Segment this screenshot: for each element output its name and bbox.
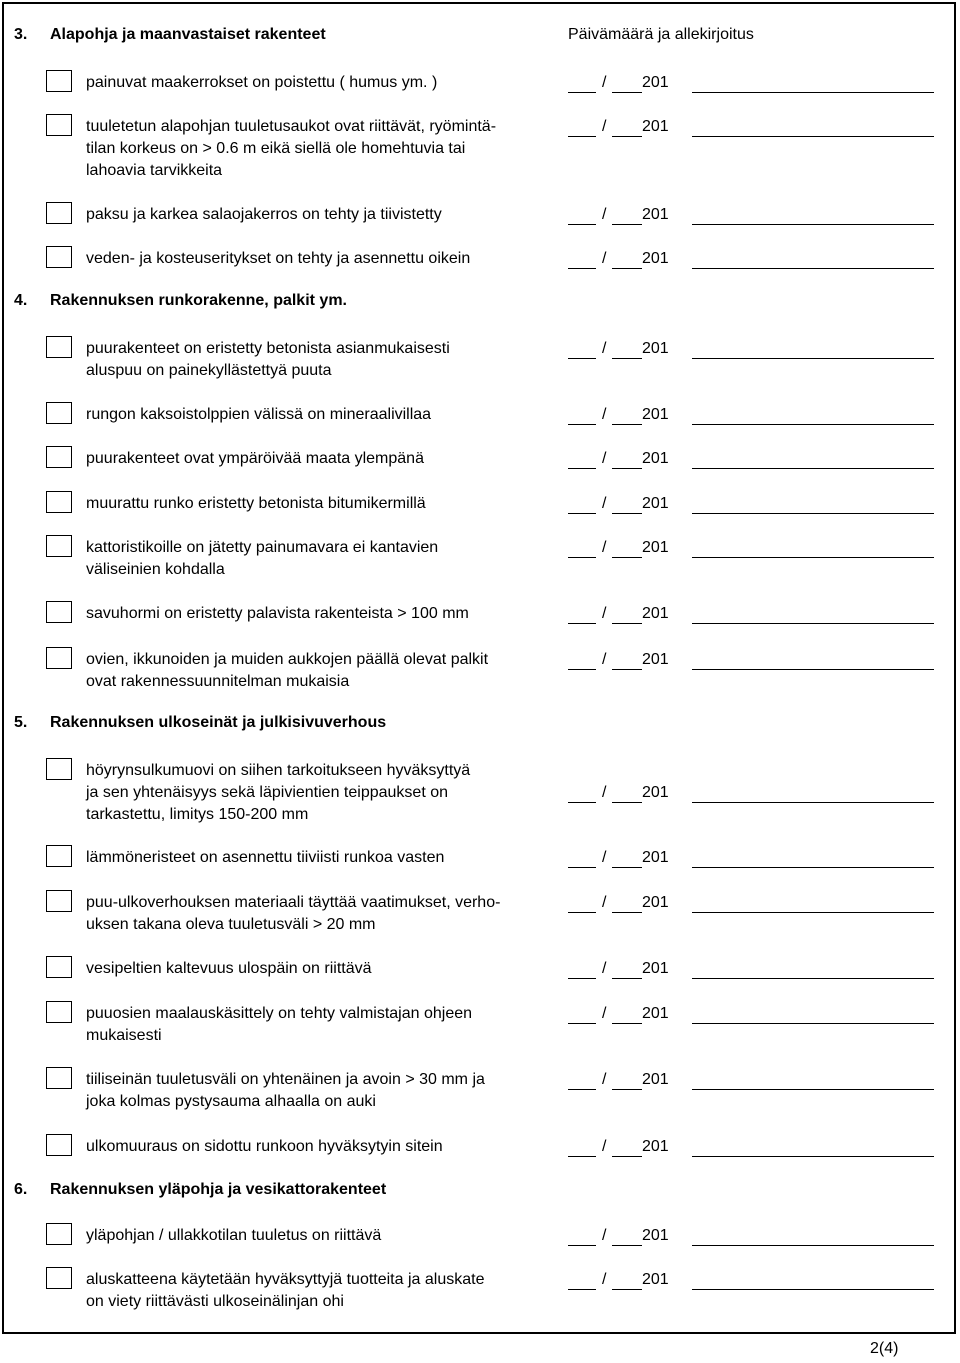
day-blank[interactable] [568, 1288, 596, 1290]
day-blank[interactable] [568, 622, 596, 624]
item-text-line: muurattu runko eristetty betonista bitumikermillä [86, 495, 426, 512]
year-prefix: 201 [642, 1138, 669, 1155]
item-text [86, 1225, 556, 1247]
item-checkbox[interactable] [46, 1001, 72, 1023]
date-separator: / [602, 1071, 607, 1088]
date-signature-field [568, 338, 934, 360]
date-signature-field [568, 1269, 934, 1291]
month-blank[interactable] [612, 977, 642, 979]
date-signature-field [568, 1069, 934, 1091]
item-checkbox[interactable] [46, 70, 72, 92]
item-checkbox[interactable] [46, 647, 72, 669]
item-text-line: paksu ja karkea salaojakerros on tehty ja tiivistetty [86, 206, 442, 223]
section-title [14, 1181, 386, 1199]
month-blank[interactable] [612, 556, 642, 558]
item-text [86, 847, 556, 869]
date-signature-header: Päivämäärä ja allekirjoitus [568, 26, 754, 43]
item-text [86, 116, 556, 182]
year-prefix: 201 [642, 250, 669, 267]
year-prefix: 201 [642, 1271, 669, 1288]
section-title-text: Alapohja ja maanvastaiset rakenteet [50, 26, 326, 43]
day-blank[interactable] [568, 91, 596, 93]
signature-line[interactable] [692, 135, 934, 137]
date-separator: / [602, 406, 607, 423]
date-signature-field [568, 404, 934, 426]
signature-line[interactable] [692, 512, 934, 514]
section-title [14, 26, 326, 44]
month-blank[interactable] [612, 866, 642, 868]
item-checkbox[interactable] [46, 1223, 72, 1245]
year-prefix: 201 [642, 340, 669, 357]
year-prefix: 201 [642, 1005, 669, 1022]
year-prefix: 201 [642, 450, 669, 467]
signature-line[interactable] [692, 423, 934, 425]
date-separator: / [602, 340, 607, 357]
day-blank[interactable] [568, 866, 596, 868]
signature-line[interactable] [692, 668, 934, 670]
item-text-line: ja sen yhtenäisyys sekä läpivientien teippaukset on [86, 784, 448, 801]
date-separator: / [602, 495, 607, 512]
year-prefix: 201 [642, 960, 669, 977]
day-blank[interactable] [568, 467, 596, 469]
item-text-line: tiiliseinän tuuletusväli on yhtenäinen ja avoin > 30 mm ja [86, 1071, 485, 1088]
item-text [86, 448, 556, 470]
month-blank[interactable] [612, 1088, 642, 1090]
item-text-line: joka kolmas pystysauma alhaalla on auki [86, 1093, 376, 1110]
date-separator: / [602, 250, 607, 267]
section-number: 5. [14, 714, 28, 731]
item-text-line: puurakenteet ovat ympäröivää maata ylempänä [86, 450, 424, 467]
item-text-line: ovien, ikkunoiden ja muiden aukkojen päällä olevat palkit [86, 651, 489, 668]
date-separator: / [602, 118, 607, 135]
item-text-line: mukaisesti [86, 1027, 162, 1044]
date-signature-field [568, 649, 934, 671]
date-signature-field [568, 1225, 934, 1247]
item-text [86, 649, 556, 693]
month-blank[interactable] [612, 91, 642, 93]
date-separator: / [602, 784, 607, 801]
date-separator: / [602, 1227, 607, 1244]
day-blank[interactable] [568, 801, 596, 803]
signature-line[interactable] [692, 801, 934, 803]
item-checkbox[interactable] [46, 336, 72, 358]
date-signature-field [568, 1136, 934, 1158]
item-text [86, 72, 556, 94]
date-separator: / [602, 539, 607, 556]
date-signature-field [568, 782, 934, 804]
item-text-line: ulkomuuraus on sidottu runkoon hyväksytyin sitein [86, 1138, 443, 1155]
item-text [86, 760, 556, 826]
signature-line[interactable] [692, 866, 934, 868]
item-text-line: kattoristikoille on jätetty painumavara ei kantavien [86, 539, 439, 556]
year-prefix: 201 [642, 74, 669, 91]
day-blank[interactable] [568, 223, 596, 225]
section-number: 3. [14, 26, 28, 43]
date-separator: / [602, 1005, 607, 1022]
signature-line[interactable] [692, 1155, 934, 1157]
month-blank[interactable] [612, 801, 642, 803]
date-signature-field [568, 248, 934, 270]
year-prefix: 201 [642, 1071, 669, 1088]
year-prefix: 201 [642, 605, 669, 622]
month-blank[interactable] [612, 1022, 642, 1024]
date-separator: / [602, 651, 607, 668]
year-prefix: 201 [642, 118, 669, 135]
signature-line[interactable] [692, 267, 934, 269]
section-number: 4. [14, 292, 28, 309]
signature-line[interactable] [692, 911, 934, 913]
item-text [86, 204, 556, 226]
signature-line[interactable] [692, 622, 934, 624]
signature-line[interactable] [692, 223, 934, 225]
item-text [86, 603, 556, 625]
item-text-line: on viety riittävästi ulkoseinälinjan ohi [86, 1293, 344, 1310]
item-checkbox[interactable] [46, 114, 72, 136]
date-separator: / [602, 450, 607, 467]
item-text-line: höyrynsulkumuovi on siihen tarkoitukseen hyväksyttyä [86, 762, 471, 779]
item-text-line: veden- ja kosteuseritykset on tehty ja asennettu oikein [86, 250, 471, 267]
day-blank[interactable] [568, 1088, 596, 1090]
item-text-line: väliseinien kohdalla [86, 561, 225, 578]
date-signature-field [568, 958, 934, 980]
section-title [14, 292, 347, 310]
item-text [86, 537, 556, 581]
date-signature-field [568, 493, 934, 515]
item-text-line: lahoavia tarvikkeita [86, 162, 223, 179]
date-signature-field [568, 847, 934, 869]
item-text [86, 1269, 556, 1313]
item-checkbox[interactable] [46, 956, 72, 978]
item-text [86, 892, 556, 936]
item-text [86, 493, 556, 515]
item-checkbox[interactable] [46, 1067, 72, 1089]
month-blank[interactable] [612, 622, 642, 624]
date-signature-field [568, 448, 934, 470]
day-blank[interactable] [568, 556, 596, 558]
item-text-line: puuosien maalauskäsittely on tehty valmistajan ohjeen [86, 1005, 473, 1022]
item-text-line: puurakenteet on eristetty betonista asianmukaisesti [86, 340, 450, 357]
section-title [14, 714, 386, 732]
item-text-line: yläpohjan / ullakkotilan tuuletus on riittävä [86, 1227, 382, 1244]
month-blank[interactable] [612, 1244, 642, 1246]
item-text [86, 338, 556, 382]
item-checkbox[interactable] [46, 446, 72, 468]
month-blank[interactable] [612, 1288, 642, 1290]
day-blank[interactable] [568, 135, 596, 137]
date-separator: / [602, 206, 607, 223]
month-blank[interactable] [612, 512, 642, 514]
month-blank[interactable] [612, 223, 642, 225]
item-text [86, 404, 556, 426]
signature-line[interactable] [692, 1088, 934, 1090]
item-checkbox[interactable] [46, 202, 72, 224]
year-prefix: 201 [642, 1227, 669, 1244]
month-blank[interactable] [612, 911, 642, 913]
date-signature-field [568, 72, 934, 94]
date-signature-field [568, 116, 934, 138]
item-checkbox[interactable] [46, 1267, 72, 1289]
signature-line[interactable] [692, 556, 934, 558]
item-text-line: savuhormi on eristetty palavista rakenteista > 100 mm [86, 605, 469, 622]
item-checkbox[interactable] [46, 402, 72, 424]
day-blank[interactable] [568, 1022, 596, 1024]
day-blank[interactable] [568, 357, 596, 359]
date-separator: / [602, 960, 607, 977]
date-signature-field [568, 603, 934, 625]
item-text [86, 958, 556, 980]
day-blank[interactable] [568, 977, 596, 979]
date-separator: / [602, 894, 607, 911]
month-blank[interactable] [612, 135, 642, 137]
item-checkbox[interactable] [46, 758, 72, 780]
item-text [86, 248, 556, 270]
signature-line[interactable] [692, 977, 934, 979]
day-blank[interactable] [568, 423, 596, 425]
item-checkbox[interactable] [46, 246, 72, 268]
date-signature-field [568, 1003, 934, 1025]
year-prefix: 201 [642, 849, 669, 866]
date-separator: / [602, 1138, 607, 1155]
signature-line[interactable] [692, 467, 934, 469]
month-blank[interactable] [612, 1155, 642, 1157]
item-text [86, 1069, 556, 1113]
day-blank[interactable] [568, 668, 596, 670]
item-checkbox[interactable] [46, 845, 72, 867]
year-prefix: 201 [642, 651, 669, 668]
month-blank[interactable] [612, 668, 642, 670]
item-text-line: aluspuu on painekyllästettyä puuta [86, 362, 332, 379]
item-checkbox[interactable] [46, 491, 72, 513]
month-blank[interactable] [612, 357, 642, 359]
item-text-line: tarkastettu, limitys 150-200 mm [86, 806, 309, 823]
item-text-line: rungon kaksoistolppien välissä on mineraalivillaa [86, 406, 432, 423]
date-signature-field [568, 892, 934, 914]
day-blank[interactable] [568, 267, 596, 269]
item-checkbox[interactable] [46, 535, 72, 557]
month-blank[interactable] [612, 267, 642, 269]
date-separator: / [602, 849, 607, 866]
item-text-line: tuuletetun alapohjan tuuletusaukot ovat riittävät, ryömintä- [86, 118, 497, 135]
section-title-text: Rakennuksen yläpohja ja vesikattorakenteet [50, 1181, 387, 1198]
item-text [86, 1136, 556, 1158]
year-prefix: 201 [642, 894, 669, 911]
month-blank[interactable] [612, 423, 642, 425]
year-prefix: 201 [642, 539, 669, 556]
item-text-line: aluskatteena käytetään hyväksyttyjä tuotteita ja aluskate [86, 1271, 485, 1288]
section-title-text: Rakennuksen runkorakenne, palkit ym. [50, 292, 347, 309]
day-blank[interactable] [568, 1155, 596, 1157]
signature-line[interactable] [692, 1022, 934, 1024]
year-prefix: 201 [642, 406, 669, 423]
date-signature-field [568, 537, 934, 559]
section-title-text: Rakennuksen ulkoseinät ja julkisivuverhous [50, 714, 387, 731]
year-prefix: 201 [642, 784, 669, 801]
year-prefix: 201 [642, 495, 669, 512]
year-prefix: 201 [642, 206, 669, 223]
day-blank[interactable] [568, 512, 596, 514]
day-blank[interactable] [568, 911, 596, 913]
signature-line[interactable] [692, 91, 934, 93]
item-checkbox[interactable] [46, 601, 72, 623]
item-text-line: tilan korkeus on > 0.6 m eikä siellä ole homehtuvia tai [86, 140, 466, 157]
item-text-line: uksen takana oleva tuuletusväli > 20 mm [86, 916, 376, 933]
item-text-line: ovat rakennessuunnitelman mukaisia [86, 673, 350, 690]
date-separator: / [602, 74, 607, 91]
section-number: 6. [14, 1181, 28, 1198]
item-text-line: puu-ulkoverhouksen materiaali täyttää vaatimukset, verho- [86, 894, 501, 911]
item-checkbox[interactable] [46, 890, 72, 912]
item-checkbox[interactable] [46, 1134, 72, 1156]
item-text-line: painuvat maakerrokset on poistettu ( humus ym. ) [86, 74, 438, 91]
date-separator: / [602, 1271, 607, 1288]
date-separator: / [602, 605, 607, 622]
date-signature-field [568, 204, 934, 226]
item-text-line: lämmöneristeet on asennettu tiiviisti runkoa vasten [86, 849, 445, 866]
item-text [86, 1003, 556, 1047]
item-text-line: vesipeltien kaltevuus ulospäin on riittävä [86, 960, 372, 977]
page-number: 2(4) [870, 1340, 899, 1357]
signature-line[interactable] [692, 1244, 934, 1246]
signature-line[interactable] [692, 1288, 934, 1290]
day-blank[interactable] [568, 1244, 596, 1246]
month-blank[interactable] [612, 467, 642, 469]
signature-line[interactable] [692, 357, 934, 359]
